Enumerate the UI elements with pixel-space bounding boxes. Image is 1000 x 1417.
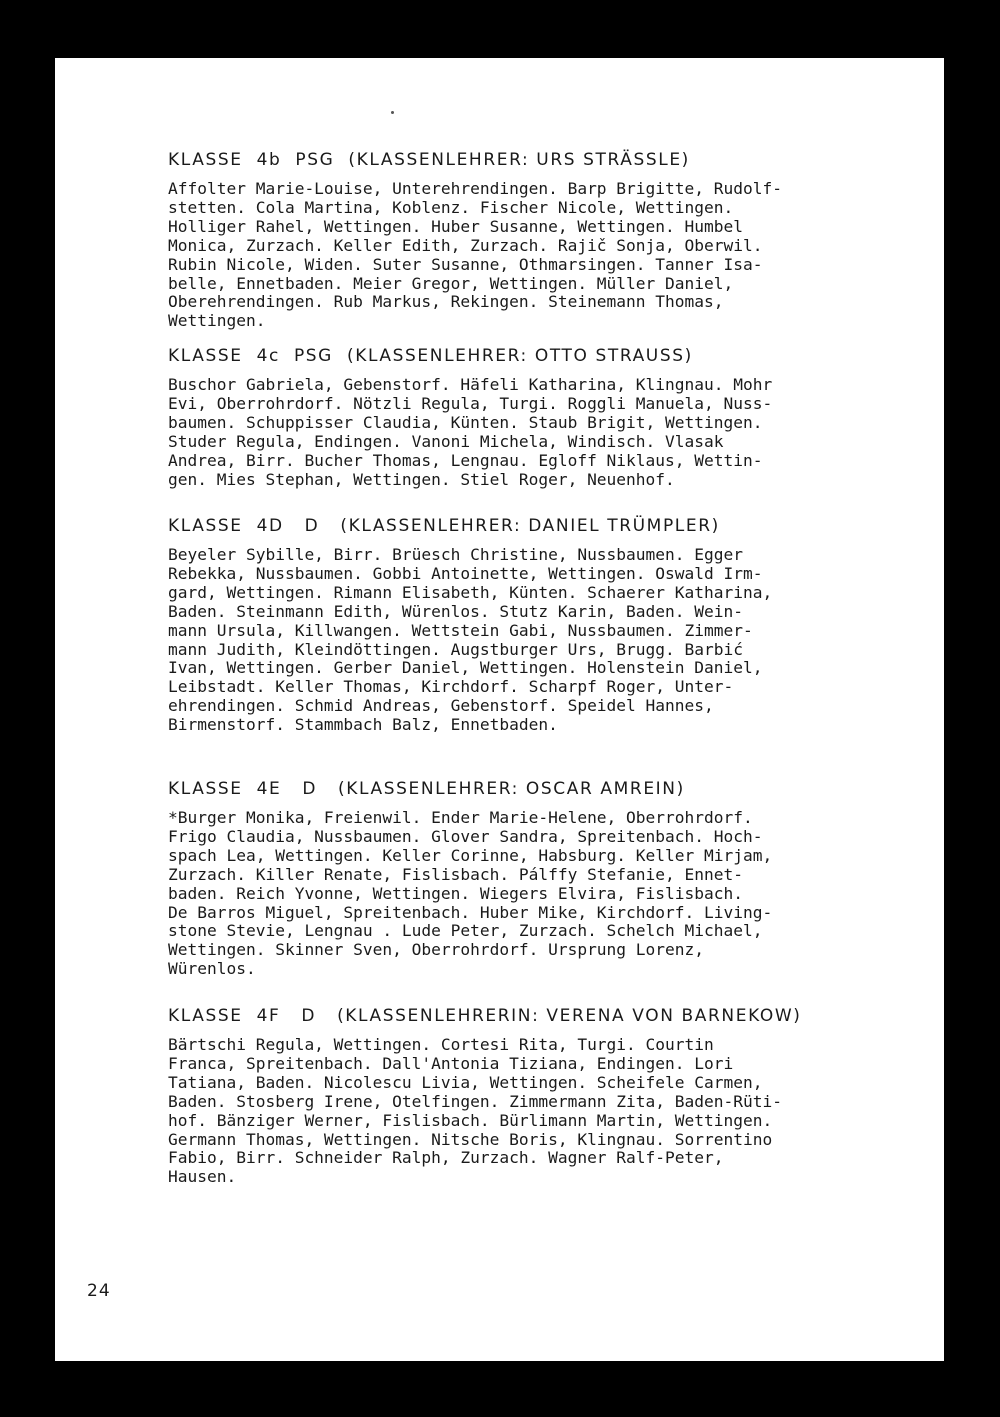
text-line: mann Ursula, Killwangen. Wettstein Gabi, Nussbaumen. Zimmer- (168, 620, 753, 640)
text-line: Franca, Spreitenbach. Dall'Antonia Tiziana, Endingen. Lori (168, 1053, 734, 1073)
text-line: Wettingen. Skinner Sven, Oberrohrdorf. Ursprung Lorenz, (168, 940, 705, 960)
text-line: spach Lea, Wettingen. Keller Corinne, Habsburg. Keller Mirjam, (168, 845, 773, 865)
text-line: Andrea, Birr. Bucher Thomas, Lengnau. Egloff Niklaus, Wettin- (168, 450, 763, 470)
text-line: baden. Reich Yvonne, Wettingen. Wiegers Elvira, Fislisbach. (168, 883, 743, 903)
text-line: Tatiana, Baden. Nicolescu Livia, Wettingen. Scheifele Carmen, (168, 1072, 763, 1092)
class-4b-section (168, 150, 908, 331)
text-line: Rubin Nicole, Widen. Suter Susanne, Othmarsingen. Tanner Isa- (168, 254, 763, 274)
text-line: Germann Thomas, Wettingen. Nitsche Boris, Klingnau. Sorrentino (168, 1129, 773, 1149)
text-line: gard, Wettingen. Rimann Elisabeth, Künten. Schaerer Katharina, (168, 582, 773, 602)
text-line: Ivan, Wettingen. Gerber Daniel, Wettingen. Holenstein Daniel, (168, 658, 763, 678)
text-line: gen. Mies Stephan, Wettingen. Stiel Roger, Neuenhof. (168, 469, 675, 489)
text-line: Zurzach. Killer Renate, Fislisbach. Pálffy Stefanie, Ennet- (168, 864, 743, 884)
text-line: Evi, Oberrohrdorf. Nötzli Regula, Turgi. Roggli Manuela, Nuss- (168, 393, 773, 413)
text-line: baumen. Schuppisser Claudia, Künten. Staub Brigit, Wettingen. (168, 412, 763, 432)
speck-mark (391, 111, 394, 114)
text-line: Baden. Stosberg Irene, Otelfingen. Zimmermann Zita, Baden-Rüti- (168, 1091, 782, 1111)
text-line: *Burger Monika, Freienwil. Ender Marie-Helene, Oberrohrdorf. (168, 808, 753, 827)
class-4d-section (168, 516, 908, 735)
class-4f-section (168, 1006, 908, 1187)
text-line: Leibstadt. Keller Thomas, Kirchdorf. Scharpf Roger, Unter- (168, 677, 734, 697)
class-heading: KLASSE 4D D (KLASSENLEHRER: DANIEL TRÜMPLER) (168, 516, 720, 536)
text-line: Studer Regula, Endingen. Vanoni Michela, Windisch. Vlasak (168, 431, 724, 451)
text-line: De Barros Miguel, Spreitenbach. Huber Mike, Kirchdorf. Living- (168, 902, 773, 922)
text-line: mann Judith, Kleindöttingen. Augstburger Urs, Brugg. Barbić (168, 639, 743, 659)
text-line: Affolter Marie-Louise, Unterehrendingen. Barp Brigitte, Rudolf- (168, 179, 782, 198)
text-line: hof. Bänziger Werner, Fislisbach. Bürlimann Martin, Wettingen. (168, 1110, 773, 1130)
text-line: belle, Ennetbaden. Meier Gregor, Wettingen. Müller Daniel, (168, 273, 734, 293)
text-line: Frigo Claudia, Nussbaumen. Glover Sandra, Spreitenbach. Hoch- (168, 826, 763, 846)
page-number: 24 (87, 1281, 111, 1301)
text-line: stetten. Cola Martina, Koblenz. Fischer Nicole, Wettingen. (168, 197, 734, 217)
text-line: Rebekka, Nussbaumen. Gobbi Antoinette, Wettingen. Oswald Irm- (168, 563, 763, 583)
class-4e-section (168, 779, 908, 979)
text-line: Baden. Steinmann Edith, Würenlos. Stutz Karin, Baden. Wein- (168, 601, 743, 621)
class-heading: KLASSE 4b PSG (KLASSENLEHRER: URS STRÄSSLE) (168, 150, 690, 170)
text-line: Oberehrendingen. Rub Markus, Rekingen. Steinemann Thomas, (168, 292, 724, 312)
text-line: ehrendingen. Schmid Andreas, Gebenstorf. Speidel Hannes, (168, 696, 714, 716)
text-line: Monica, Zurzach. Keller Edith, Zurzach. Rajič Sonja, Oberwil. (168, 235, 763, 255)
text-line: Hausen. (168, 1167, 237, 1187)
document-page (55, 58, 944, 1361)
class-heading: KLASSE 4F D (KLASSENLEHRERIN: VERENA VON BARNEKOW) (168, 1006, 802, 1026)
text-line: Beyeler Sybille, Birr. Brüesch Christine, Nussbaumen. Egger (168, 545, 743, 564)
text-line: Bärtschi Regula, Wettingen. Cortesi Rita, Turgi. Courtin (168, 1035, 714, 1054)
text-line: stone Stevie, Lengnau . Lude Peter, Zurzach. Schelch Michael, (168, 921, 763, 941)
text-line: Würenlos. (168, 959, 256, 979)
class-heading: KLASSE 4E D (KLASSENLEHRER: OSCAR AMREIN) (168, 779, 685, 799)
text-line: Fabio, Birr. Schneider Ralph, Zurzach. Wagner Ralf-Peter, (168, 1148, 724, 1168)
text-line: Buschor Gabriela, Gebenstorf. Häfeli Katharina, Klingnau. Mohr (168, 375, 773, 394)
text-line: Holliger Rahel, Wettingen. Huber Susanne, Wettingen. Humbel (168, 216, 743, 236)
text-line: Birmenstorf. Stammbach Balz, Ennetbaden. (168, 715, 558, 735)
class-4c-section (168, 346, 908, 489)
class-heading: KLASSE 4c PSG (KLASSENLEHRER: OTTO STRAUSS) (168, 346, 693, 366)
text-line: Wettingen. (168, 311, 266, 331)
